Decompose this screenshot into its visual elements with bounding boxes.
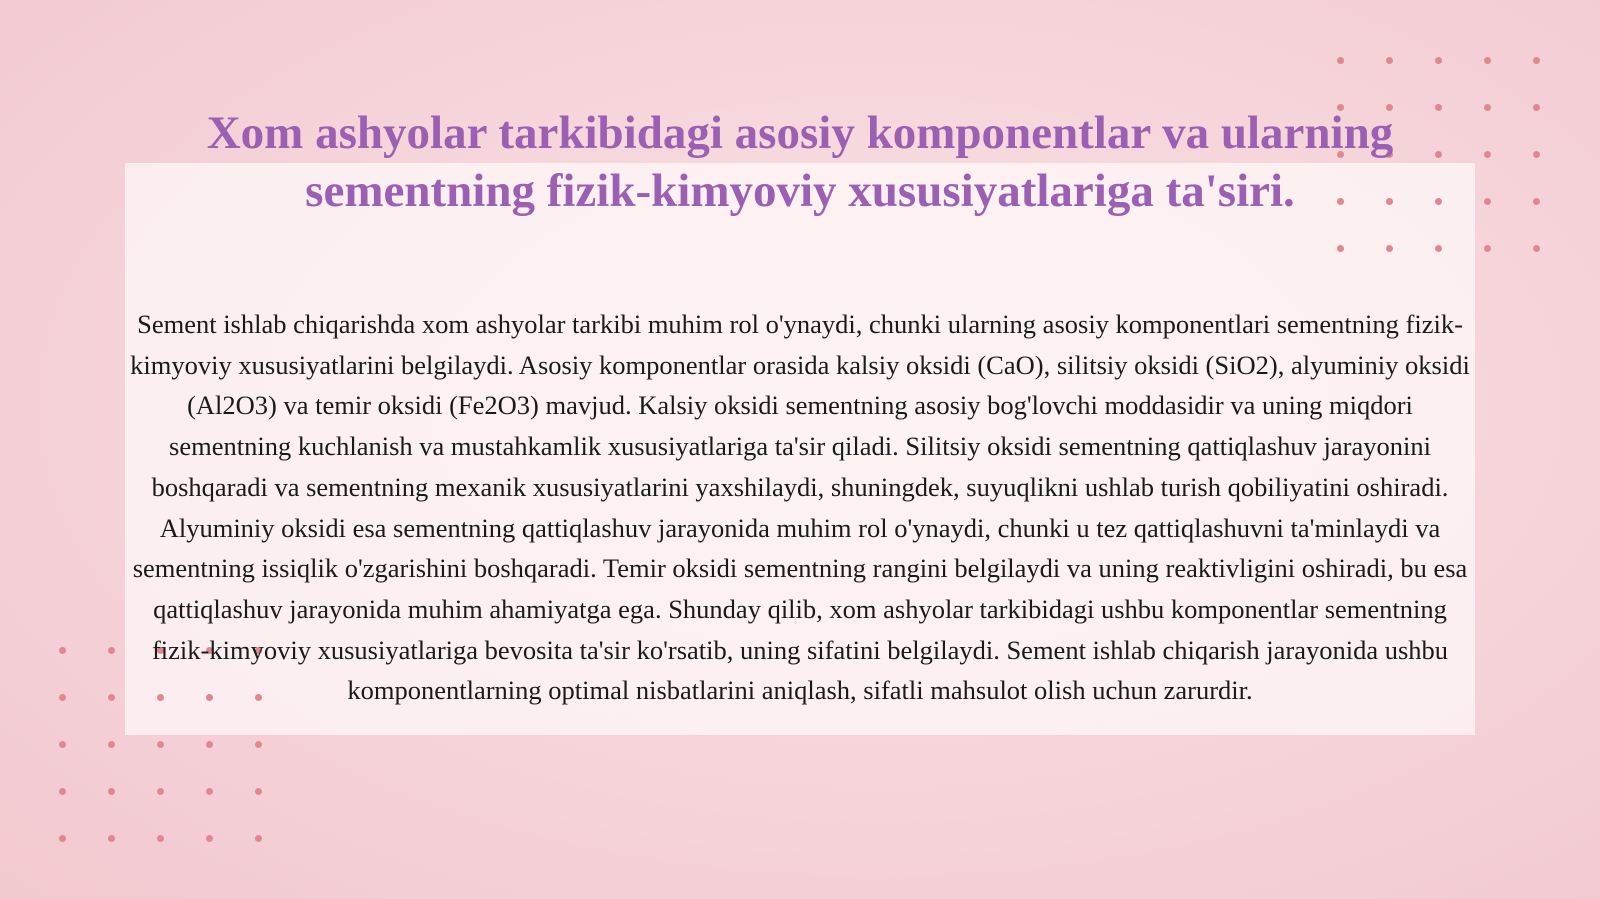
decorative-dot xyxy=(108,647,115,654)
decorative-dot xyxy=(206,835,213,842)
decorative-dot xyxy=(108,835,115,842)
decorative-dot xyxy=(1533,245,1540,252)
decorative-dot xyxy=(108,694,115,701)
decorative-dot xyxy=(1386,245,1393,252)
decorative-dot xyxy=(255,741,262,748)
decorative-dot xyxy=(1533,198,1540,205)
decorative-dot xyxy=(157,788,164,795)
decorative-dot xyxy=(1435,57,1442,64)
decorative-dot xyxy=(1435,245,1442,252)
decorative-dot xyxy=(157,835,164,842)
decorative-dot xyxy=(59,647,66,654)
decorative-dot xyxy=(1337,245,1344,252)
decorative-dot xyxy=(255,788,262,795)
decorative-dot xyxy=(1533,57,1540,64)
decorative-dot xyxy=(59,741,66,748)
decorative-dot xyxy=(255,835,262,842)
decorative-dot xyxy=(1386,57,1393,64)
decorative-dot xyxy=(108,741,115,748)
decorative-dot xyxy=(59,694,66,701)
decorative-dot xyxy=(1533,151,1540,158)
decorative-dot xyxy=(1484,57,1491,64)
decorative-dot xyxy=(59,835,66,842)
decorative-dot xyxy=(206,788,213,795)
decorative-dot xyxy=(1337,57,1344,64)
slide-body-text: Sement ishlab chiqarishda xom ashyolar tarkibi muhim rol o'ynaydi, chunki ularning asosiy komponentlari sementning fizik-kimyoviy xususiyatlarini belgilaydi. Asosiy komponentlar orasida kalsiy oksidi (CaO), silitsiy oksidi (SiO2), alyuminiy oksidi (Al2O3) va temir oksidi (Fe2O3) mavjud. Kalsiy oksidi sementning asosiy bog'lovchi moddasidir va uning miqdori sementning kuchlanish va mustahkamlik xususiyatlariga ta'sir qiladi. Silitsiy oksidi sementning qattiqlashuv jarayonini boshqaradi va sementning mexanik xususiyatlarini yaxshilaydi, shuningdek, suyuqlikni ushlab turish qobiliyatini oshiradi. Alyuminiy oksidi esa sementning qattiqlashuv jarayonida muhim rol o'ynaydi, chunki u tez qattiqlashuvni ta'minlaydi va sementning issiqlik o'zgarishini boshqaradi. Temir oksidi sementning rangini belgilaydi va uning reaktivligini oshiradi, bu esa qattiqlashuv jarayonida muhim ahamiyatga ega. Shunday qilib, xom ashyolar tarkibidagi ushbu komponentlar sementning fizik-kimyoviy xususiyatlariga bevosita ta'sir ko'rsatib, uning sifatini belgilaydi. Sement ishlab chiqarish jarayonida ushbu komponentlarning optimal nisbatlarini aniqlash, sifatli mahsulot olish uchun zarurdir. xyxy=(130,309,1470,706)
decorative-dot xyxy=(59,788,66,795)
decorative-dot xyxy=(206,741,213,748)
slide-title: Xom ashyolar tarkibidagi asosiy komponentlar va ularning sementning fizik-kimyoviy xususiyatlariga ta'siri. xyxy=(206,107,1394,217)
decorative-dot xyxy=(1533,104,1540,111)
decorative-dot xyxy=(108,788,115,795)
decorative-dot xyxy=(157,741,164,748)
decorative-dot xyxy=(1484,245,1491,252)
